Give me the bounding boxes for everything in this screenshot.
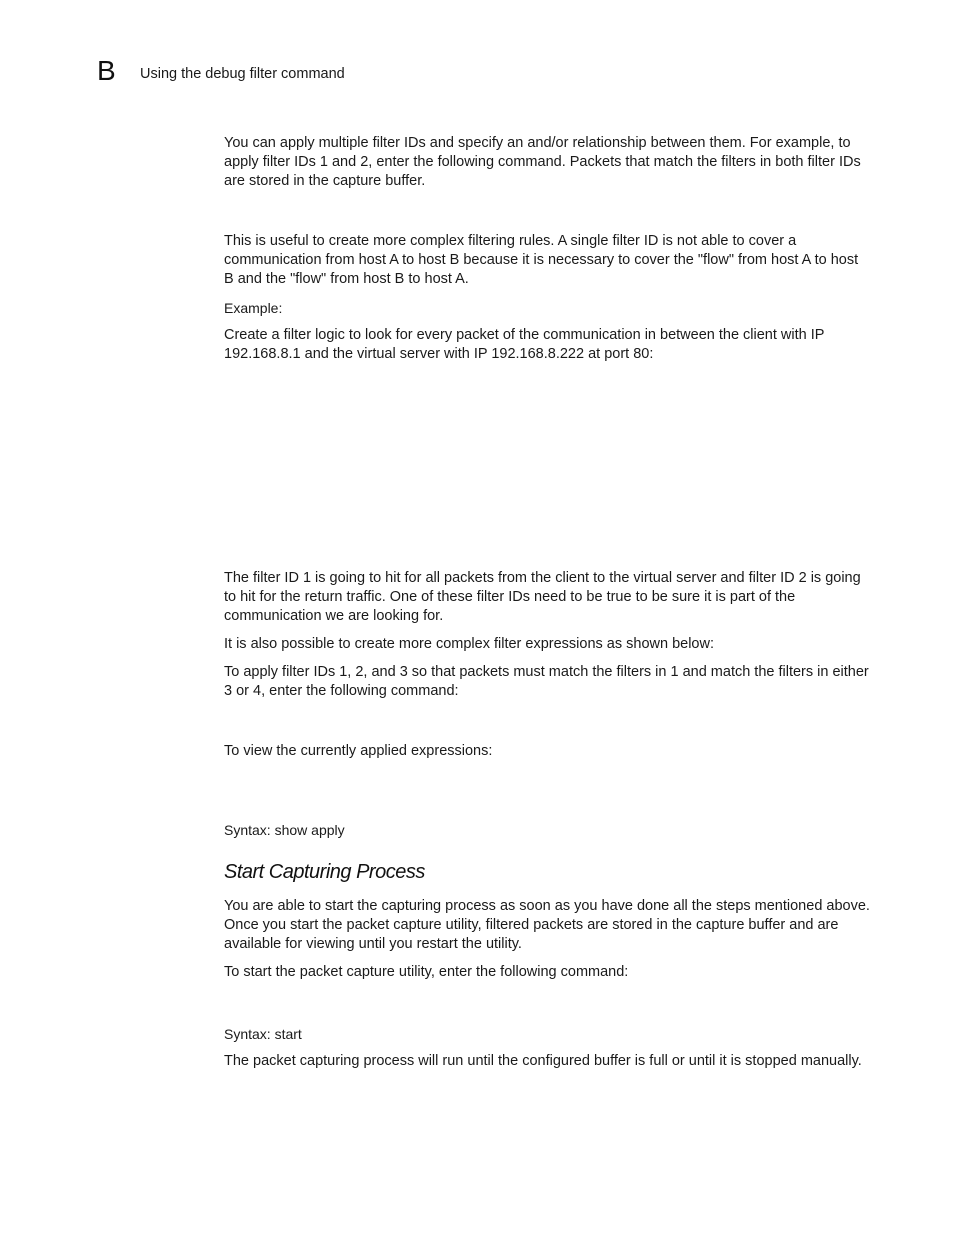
example-label: Example: <box>224 300 283 316</box>
section-heading: Start Capturing Process <box>224 861 425 883</box>
para-apply-ids: To apply filter IDs 1, 2, and 3 so that packets must match the filters in 1 and match the filters in either 3 or 4, enter the following command: <box>224 664 869 699</box>
para-example: Create a filter logic to look for every packet of the communication in between the client with IP 192.168.8.1 and the virtual server with IP 192.168.8.222 at port 80: <box>224 327 825 362</box>
para-run-until: The packet capturing process will run until the configured buffer is full or until it is stopped manually. <box>224 1053 862 1069</box>
appendix-letter: B <box>97 55 116 86</box>
para-start-cmd: To start the packet capture utility, enter the following command: <box>224 964 629 980</box>
para-complex-rules: This is useful to create more complex filtering rules. A single filter ID is not able to cover a communication from host A to host B because it is necessary to cover the "flow" from host A to host B and the "flow" from host B to host A. <box>224 233 859 287</box>
running-head: Using the debug filter command <box>140 66 345 82</box>
para-filter-ids: The filter ID 1 is going to hit for all packets from the client to the virtual server and filter ID 2 is going to hit for the return traffic. One of these filter IDs need to be true to be sure it is part of the communication we are looking for. <box>224 570 861 624</box>
syntax-show-apply: Syntax: show apply <box>224 822 345 838</box>
para-start-capture: You are able to start the capturing process as soon as you have done all the steps mentioned above. Once you start the packet capture utility, filtered packets are stored in the capture buffer and are available for viewing until you restart the utility. <box>224 898 870 952</box>
para-also-possible: It is also possible to create more complex filter expressions as shown below: <box>224 636 714 652</box>
syntax-start: Syntax: start <box>224 1026 302 1042</box>
para-multiple-filters: You can apply multiple filter IDs and specify an and/or relationship between them. For example, to apply filter IDs 1 and 2, enter the following command. Packets that match the filters in both filter IDs are stored in the capture buffer. <box>224 135 861 189</box>
para-view: To view the currently applied expressions: <box>224 743 493 759</box>
